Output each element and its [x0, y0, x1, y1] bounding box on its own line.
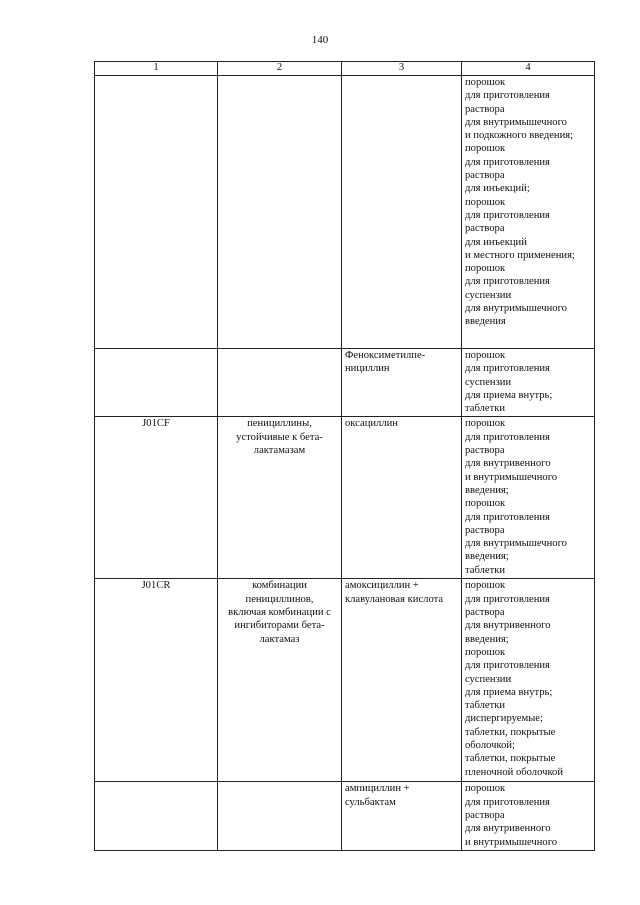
table-row — [95, 579, 595, 782]
dosage-form-cell: порошок для приготовления раствора для внутривенного введения; порошок для приготовления суспензии для приема внутрь; таблетки диспергируемые; таблетки, покрытые оболочкой; таблетки, покрытые пленочной оболочкой — [462, 579, 595, 782]
atc-code-cell: J01CR — [95, 579, 218, 782]
table-header-row — [95, 62, 595, 76]
drug-name-cell — [342, 76, 462, 349]
atc-code-cell — [95, 782, 218, 850]
table-row — [95, 417, 595, 579]
atc-code-cell: J01CF — [95, 417, 218, 579]
column-header: 2 — [218, 62, 342, 76]
atc-code-cell — [95, 76, 218, 349]
group-cell — [218, 76, 342, 349]
drug-table — [94, 61, 595, 851]
group-cell: комбинации пенициллинов, включая комбинации с ингибиторами бета- лактамаз — [218, 579, 342, 782]
dosage-form-cell: порошок для приготовления раствора для внутривенного и внутримышечного — [462, 782, 595, 850]
table-row — [95, 76, 595, 349]
dosage-form-cell: порошок для приготовления суспензии для приема внутрь; таблетки — [462, 349, 595, 417]
dosage-form-cell: порошок для приготовления раствора для внутривенного и внутримышечного введения; порошок для приготовления раствора для внутримышечного введения; таблетки — [462, 417, 595, 579]
drug-name-cell: оксациллин — [342, 417, 462, 579]
column-header: 1 — [95, 62, 218, 76]
drug-name-cell: ампициллин + сульбактам — [342, 782, 462, 850]
atc-code-cell — [95, 349, 218, 417]
drug-name-cell: амоксициллин + клавулановая кислота — [342, 579, 462, 782]
group-cell — [218, 782, 342, 850]
group-cell — [218, 349, 342, 417]
drug-name-cell: Феноксиметилпе- нициллин — [342, 349, 462, 417]
column-header: 4 — [462, 62, 595, 76]
page-number: 140 — [311, 34, 329, 46]
column-header: 3 — [342, 62, 462, 76]
group-cell: пенициллины, устойчивые к бета- лактамазам — [218, 417, 342, 579]
dosage-form-cell: порошок для приготовления раствора для внутримышечного и подкожного введения; порошок для приготовления раствора для инъекций; порошок для приготовления раствора для инъекций и местного применения; порошок для приготовления суспензии для внутримышечного введения — [462, 76, 595, 349]
table-row — [95, 349, 595, 417]
table-row — [95, 782, 595, 850]
